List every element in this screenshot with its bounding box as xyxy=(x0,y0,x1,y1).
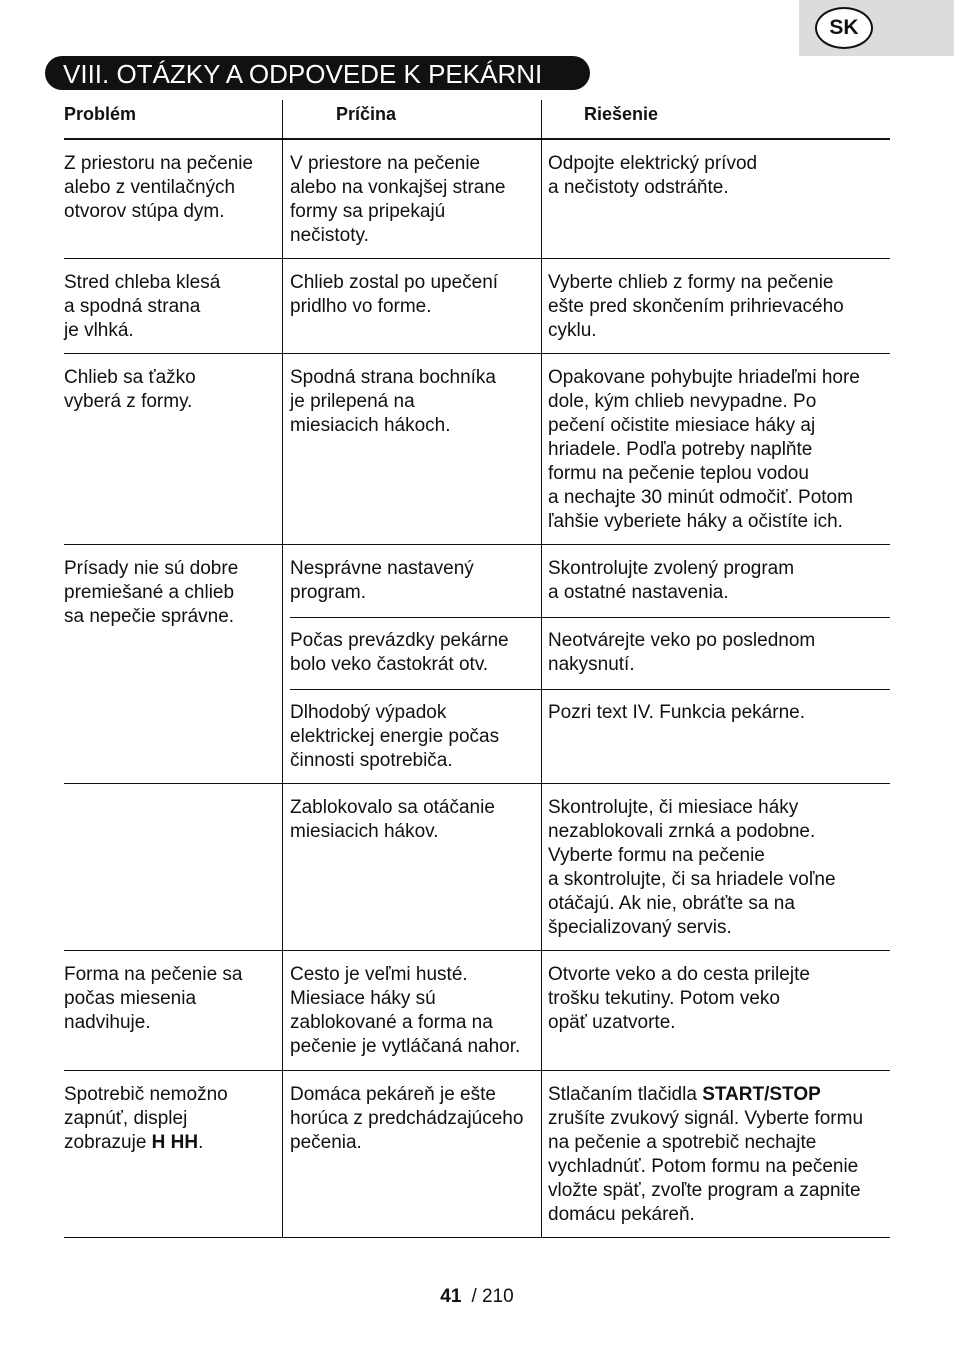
solution-cell: Opakovane pohybujte hriadeľmi hore dole, kým chlieb nevypadne. Po pečení očistite miesiace háky aj hriadele. Podľa potreby naplňte formu na pečenie teplou vodou a nechajte 30 minút odmočiť. Potom ľahšie vyberiete háky a očistíte ich. xyxy=(548,367,860,532)
cause-cell: Chlieb zostal po upečení pridlho vo forme. xyxy=(290,272,499,317)
table-row xyxy=(64,545,890,784)
solution-cell: Skontrolujte zvolený program a ostatné nastavenia. xyxy=(548,558,795,603)
problem-text: Spotrebič nemožno zapnúť, displej zobrazuje xyxy=(64,1084,228,1153)
page-number: 41 xyxy=(440,1286,462,1307)
table-row xyxy=(64,259,890,354)
table-row xyxy=(64,951,890,1071)
table-row xyxy=(64,354,890,545)
column-divider xyxy=(282,545,283,784)
display-code: H HH xyxy=(151,1132,199,1153)
header-divider xyxy=(282,100,283,138)
page-total: / 210 xyxy=(471,1286,514,1307)
problem-cell: Chlieb sa ťažko vyberá z formy. xyxy=(64,367,196,412)
solution-text: Stlačaním tlačidla xyxy=(548,1084,703,1105)
solution-cell: Otvorte veko a do cesta prilejte trošku tekutiny. Potom veko opäť uzatvorte. xyxy=(548,964,810,1033)
section-title: VIII. OTÁZKY A ODPOVEDE K PEKÁRNI xyxy=(45,56,590,90)
solution-cell: Vyberte chlieb z formy na pečenie ešte pred skončením prihrievacého cyklu. xyxy=(548,272,844,341)
column-divider xyxy=(282,259,283,354)
subrow-divider xyxy=(290,617,890,618)
table-row xyxy=(64,1071,890,1238)
header-problem: Problém xyxy=(64,104,137,124)
solution-cell: Neotvárejte veko po poslednom nakysnutí. xyxy=(548,630,816,675)
table-row xyxy=(64,140,890,259)
cause-cell: Domáca pekáreň je ešte horúca z predchádzajúceho pečenia. xyxy=(290,1084,524,1153)
problem-cell: Z priestoru na pečenie alebo z ventilačných otvorov stúpa dym. xyxy=(64,153,254,222)
column-divider xyxy=(541,354,542,545)
cause-cell: Nesprávne nastavený program. xyxy=(290,558,474,603)
header-divider xyxy=(541,100,542,138)
solution-cell xyxy=(548,1083,890,1227)
cause-cell: Zablokovalo sa otáčanie miesiacich hákov. xyxy=(290,797,495,842)
language-tab xyxy=(799,0,954,56)
table-row xyxy=(64,784,890,951)
column-divider xyxy=(541,784,542,951)
cause-cell: Počas prevázdky pekárne bolo veko častokrát otv. xyxy=(290,630,509,675)
header-cause: Príčina xyxy=(336,104,397,124)
column-divider xyxy=(541,951,542,1071)
column-divider xyxy=(541,545,542,784)
column-divider xyxy=(541,259,542,354)
column-divider xyxy=(282,140,283,259)
troubleshooting-table xyxy=(64,100,890,1238)
cause-cell: Cesto je veľmi husté. Miesiace háky sú zablokované a forma na pečenie je vytláčaná nahor. xyxy=(290,964,521,1057)
column-divider xyxy=(541,1071,542,1238)
cause-cell: Spodná strana bochníka je prilepená na miesiacich hákoch. xyxy=(290,367,496,436)
cause-cell: Dlhodobý výpadok elektrickej energie počas činnosti spotrebiča. xyxy=(290,702,500,771)
problem-cell: Stred chleba klesá a spodná strana je vlhká. xyxy=(64,272,221,341)
problem-text-end: . xyxy=(198,1132,204,1153)
table-header xyxy=(64,100,890,140)
row-divider xyxy=(64,1237,890,1238)
problem-cell: Forma na pečenie sa počas miesenia nadvihuje. xyxy=(64,964,243,1033)
language-badge: SK xyxy=(815,7,873,49)
page-footer xyxy=(0,1286,954,1308)
column-divider xyxy=(282,951,283,1071)
button-name: START/STOP xyxy=(702,1084,821,1105)
cause-cell: V priestore na pečenie alebo na vonkajšej strane formy sa pripekajú nečistoty. xyxy=(290,153,506,246)
subrow-divider xyxy=(290,689,890,690)
column-divider xyxy=(282,784,283,951)
solution-cell: Skontrolujte, či miesiace háky nezablokovali zrnká a podobne. Vyberte formu na pečenie a skontrolujte, či sa hriadele voľne otáčajú. Ak nie, obráťte sa na špecializovaný servis. xyxy=(548,797,836,938)
column-divider xyxy=(282,354,283,545)
problem-cell xyxy=(64,1083,276,1155)
problem-cell: Prísady nie sú dobre premiešané a chlieb sa nepečie správne. xyxy=(64,558,239,627)
solution-text-end: zrušíte zvukový signál. Vyberte formu na pečenie a spotrebič nechajte vychladnúť. Potom formu na pečenie vložte späť, zvoľte program a zapnite domácu pekáreň. xyxy=(548,1108,864,1225)
column-divider xyxy=(541,140,542,259)
header-solution: Riešenie xyxy=(584,104,659,124)
column-divider xyxy=(282,1071,283,1238)
solution-cell: Pozri text IV. Funkcia pekárne. xyxy=(548,702,805,723)
solution-cell: Odpojte elektrický prívod a nečistoty odstráňte. xyxy=(548,153,758,198)
